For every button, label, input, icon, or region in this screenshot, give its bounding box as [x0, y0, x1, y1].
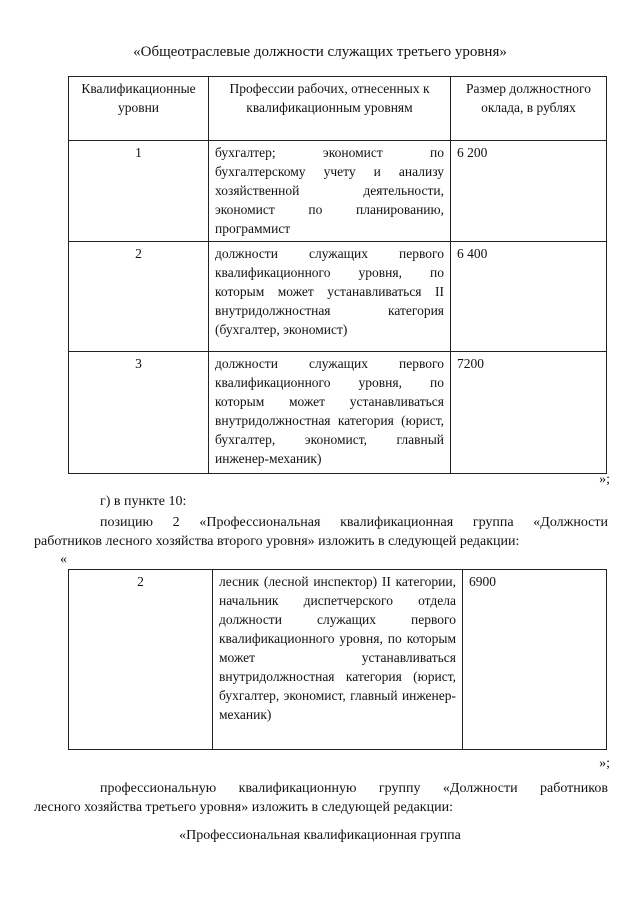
row-salary: 6 400	[451, 242, 607, 352]
row-level: 2	[69, 242, 209, 352]
table-header-row	[69, 77, 607, 141]
row-professions: должности служащих первого квалификационного уровня, по которым может устанавливаться II внутридолжностная категория (бухгалтер, экономист)	[209, 242, 451, 352]
closing-quote: »;	[599, 756, 610, 771]
row-level: 3	[69, 352, 209, 474]
open-quote: «	[60, 552, 67, 567]
point-g: г) в пункте 10:	[100, 494, 187, 509]
qualification-table	[68, 76, 607, 474]
section-title: «Общеотраслевые должности служащих третьего уровня»	[133, 44, 507, 60]
row-professions: бухгалтер; экономист по бухгалтерскому учету и анализу хозяйственной деятельности, экономист по планированию, программист	[209, 141, 451, 242]
row-salary: 6900	[463, 570, 607, 750]
paragraph-line: профессиональную квалификационную группу «Должности работников	[100, 781, 608, 796]
subsection-title: «Профессиональная квалификационная группа	[179, 828, 461, 843]
header-salary: Размер должностного оклада, в рублях	[451, 77, 607, 141]
row-professions: должности служащих первого квалификационного уровня, по которым может устанавливаться внутридолжностная категория (юрист, бухгалтер, экономист, главный инженер-механик)	[209, 352, 451, 474]
qualification-table-2	[68, 569, 607, 750]
header-professions: Профессии рабочих, отнесенных к квалификационным уровням	[209, 77, 451, 141]
closing-quote: »;	[599, 472, 610, 487]
row-salary: 7200	[451, 352, 607, 474]
row-level: 2	[69, 570, 213, 750]
row-professions: лесник (лесной инспектор) II категории, начальник диспетчерского отдела должности служащих первого квалификационного уровня, по которым может устанавливаться внутридолжностная категория (юрист, бухгалтер, экономист, главный инженер-механик)	[213, 570, 463, 750]
table-row	[69, 352, 607, 474]
row-salary: 6 200	[451, 141, 607, 242]
paragraph-line: работников лесного хозяйства второго уровня» изложить в следующей редакции:	[34, 534, 520, 549]
table-row	[69, 242, 607, 352]
paragraph-line: позицию 2 «Профессиональная квалификационная группа «Должности	[100, 515, 608, 530]
table-row	[69, 141, 607, 242]
table-row	[69, 570, 607, 750]
paragraph-line: лесного хозяйства третьего уровня» изложить в следующей редакции:	[34, 800, 453, 815]
header-levels: Квалификационные уровни	[69, 77, 209, 141]
row-level: 1	[69, 141, 209, 242]
